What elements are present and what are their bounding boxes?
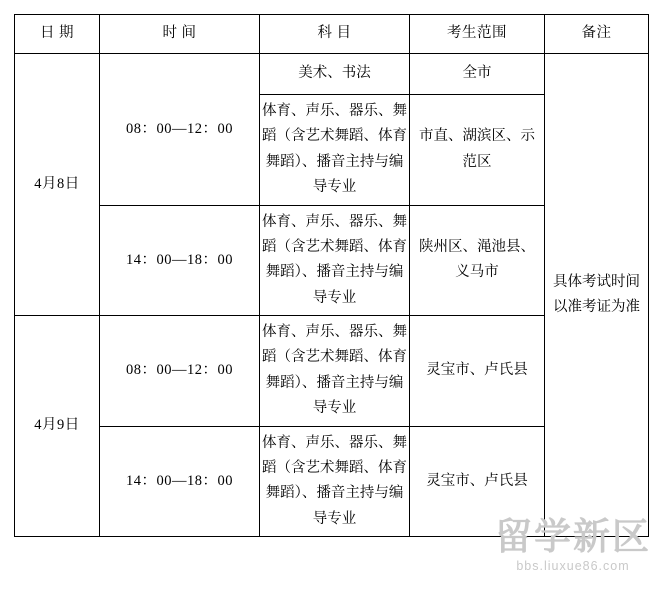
cell-date-apr9: 4月9日 (15, 316, 100, 537)
watermark-title: 留学新区 (495, 516, 651, 558)
cell-subject-apr9-afternoon: 体育、声乐、器乐、舞蹈（含艺术舞蹈、体育舞蹈）、播音主持与编导专业 (260, 426, 410, 537)
cell-subject-apr9-morning: 体育、声乐、器乐、舞蹈（含艺术舞蹈、体育舞蹈）、播音主持与编导专业 (260, 316, 410, 427)
table-row (15, 54, 649, 95)
cell-subject-apr8-afternoon: 体育、声乐、器乐、舞蹈（含艺术舞蹈、体育舞蹈）、播音主持与编导专业 (260, 205, 410, 316)
table-header (15, 15, 649, 54)
column-header-date: 日 期 (15, 15, 100, 54)
table-header-row (15, 15, 649, 54)
cell-remark: 具体考试时间以准考证为准 (545, 54, 649, 537)
column-header-subject: 科 目 (260, 15, 410, 54)
cell-scope-apr9-afternoon: 灵宝市、卢氏县 (410, 426, 545, 537)
cell-subject-apr8-morning: 体育、声乐、器乐、舞蹈（含艺术舞蹈、体育舞蹈）、播音主持与编导专业 (260, 95, 410, 206)
cell-time-apr8-morning: 08：00—12：00 (100, 54, 260, 206)
cell-time-apr8-afternoon: 14：00—18：00 (100, 205, 260, 316)
cell-scope-apr8-morning: 市直、湖滨区、示范区 (410, 95, 545, 206)
cell-scope-apr9-morning: 灵宝市、卢氏县 (410, 316, 545, 427)
table-body (15, 54, 649, 537)
column-header-scope: 考生范围 (410, 15, 545, 54)
cell-time-apr9-morning: 08：00—12：00 (100, 316, 260, 427)
column-header-remark: 备注 (545, 15, 649, 54)
exam-schedule-table (14, 14, 649, 537)
column-header-time: 时 间 (100, 15, 260, 54)
cell-date-apr8: 4月8日 (15, 54, 100, 316)
cell-subject-art: 美术、书法 (260, 54, 410, 95)
cell-scope-apr8-afternoon: 陕州区、渑池县、义马市 (410, 205, 545, 316)
watermark-url: bbs.liuxue86.com (516, 559, 630, 573)
cell-scope-art: 全市 (410, 54, 545, 95)
exam-schedule-sheet (14, 14, 648, 537)
cell-time-apr9-afternoon: 14：00—18：00 (100, 426, 260, 537)
